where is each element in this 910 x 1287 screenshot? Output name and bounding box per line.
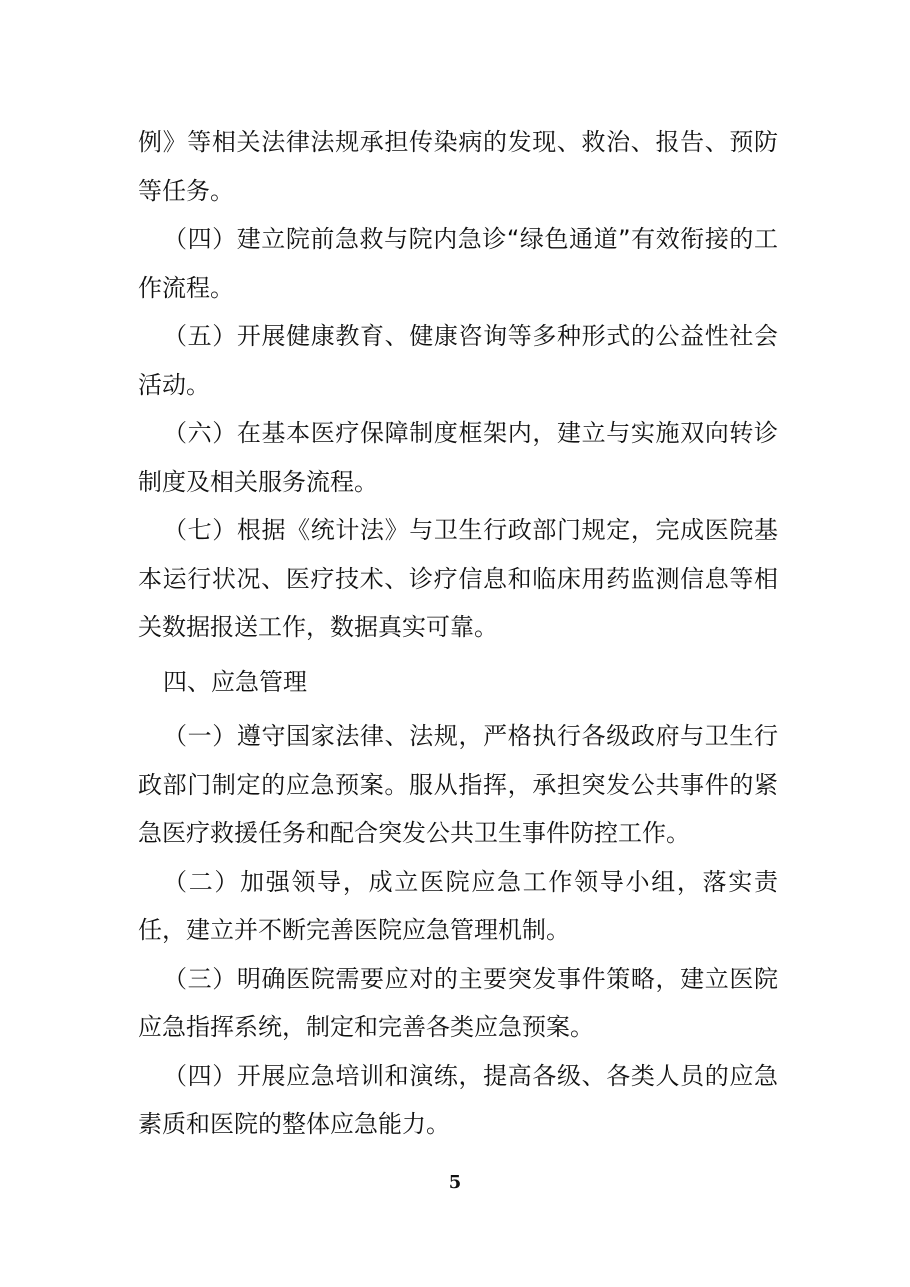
paragraph-item-5-health-education: （五）开展健康教育、健康咨询等多种形式的公益性社会活动。 bbox=[138, 322, 778, 399]
paragraph-item-6-referral: （六）在基本医疗保障制度框架内，建立与实施双向转诊制度及相关服务流程。 bbox=[138, 419, 778, 496]
paragraph-item-7-statistics: （七）根据《统计法》与卫生行政部门规定，完成医院基本运行状况、医疗技术、诊疗信息和临床用药监测信息等相关数据报送工作，数据真实可靠。 bbox=[138, 516, 778, 641]
paragraph-emergency-item-4: （四）开展应急培训和演练，提高各级、各类人员的应急素质和医院的整体应急能力。 bbox=[138, 1061, 778, 1138]
document-body bbox=[138, 118, 778, 1149]
paragraph-continuation: 例》等相关法律法规承担传染病的发现、救治、报告、预防等任务。 bbox=[138, 128, 778, 205]
page-number: 5 bbox=[448, 1172, 462, 1193]
paragraph-emergency-item-3: （三）明确医院需要应对的主要突发事件策略，建立医院应急指挥系统，制定和完善各类应急预案。 bbox=[138, 964, 778, 1041]
section-heading-emergency-management: 四、应急管理 bbox=[163, 667, 307, 696]
paragraph-item-4-green-channel: （四）建立院前急救与院内急诊“绿色通道”有效衔接的工作流程。 bbox=[138, 225, 778, 302]
paragraph-emergency-item-2: （二）加强领导，成立医院应急工作领导小组，落实责任，建立并不断完善医院应急管理机制。 bbox=[138, 867, 778, 944]
paragraph-emergency-item-1: （一）遵守国家法律、法规，严格执行各级政府与卫生行政部门制定的应急预案。服从指挥，承担突发公共事件的紧急医疗救援任务和配合突发公共卫生事件防控工作。 bbox=[138, 722, 778, 847]
